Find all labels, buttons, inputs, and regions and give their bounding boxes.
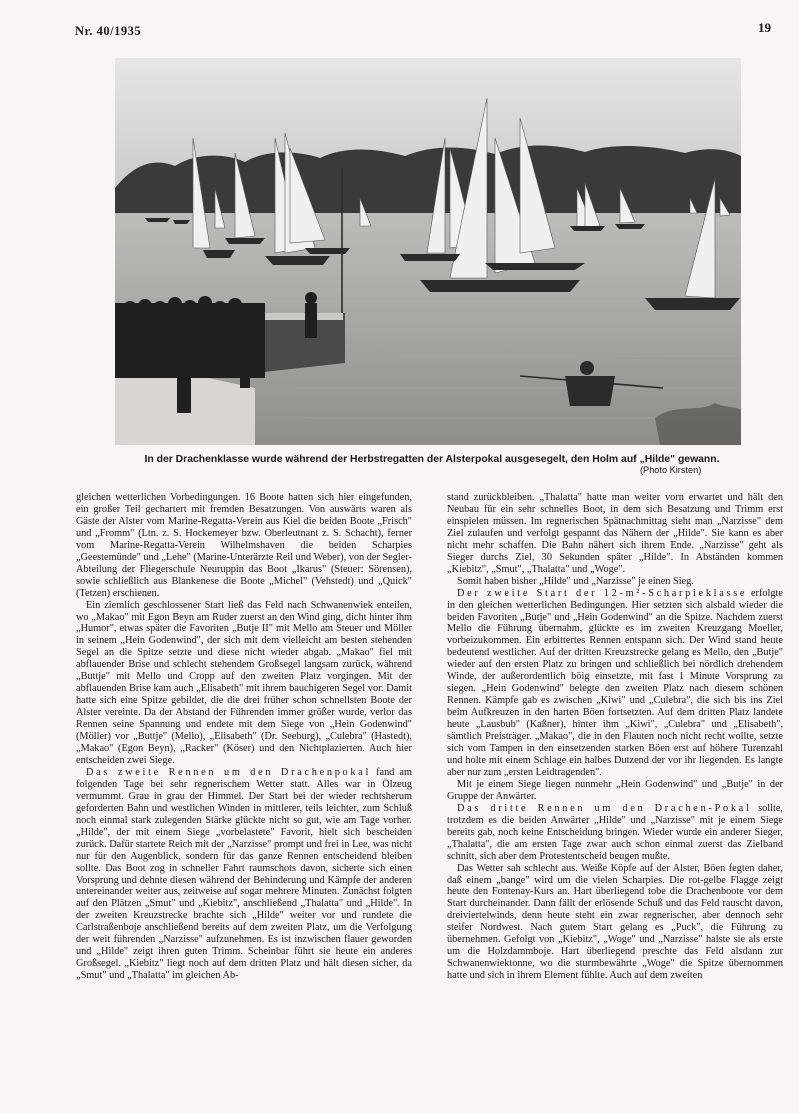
paragraph: gleichen wetterlichen Vorbedingungen. 16 Boote hatten sich hier eingefunden, ein großer Teil gechartert mit fremden Besatzungen. Von auswärts waren als Gäste der Alster vom Marine-Regatta-Verein aus Kiel die beiden Boote „Frisch" und „Fromm" (Ltn. z. S. Hockemeyer bzw. Oberleutnant z. S. Schacht), ferner vom Marine-Regatta-Verein Wilhelmshaven die beiden Scharpies „Geestemünde" und „Lehe" (Marine-Unterärzte Reil und Weber), von der Segler-Abteilung der Fliegerschule Neuruppin das Boot „Ikarus" (Steuer: Sörensen), sowie schließlich aus Blankenese die Boote „Michel" (Vehstedt) und „Quick" (Tetzen) erschienen.	[76, 492, 412, 599]
photo-caption: In der Drachenklasse wurde während der Herbstregatten der Alsterpokal ausgesegelt, den Holm auf „Hilde" gewann.	[144, 454, 720, 465]
paragraph: Das Wetter sah schlecht aus. Weiße Köpfe auf der Alster, Böen fegten daher, daß einem „bange" wird um die vielen Scharpies. Die rot-gelbe Flagge zeigt heute den Fontenay-Kurs an. Hart überliegend tobe die Drachenboote vor dem Start durcheinander. Dann fällt der erlösende Schuß und das Feld rauscht davon, dreiviertelwinds, denn heute steht ein zwar regnerischer, aber dennoch sehr steifer Nordwest. Nach gutem Start gelang es „Puck", die Führung zu übernehmen. Gefolgt von „Kiebitz", „Woge" und „Narzisse" halste sie als erste um die Holzdammboje. Hart überliegend preschte das Feld alsdann zur Schwanenwiektonne, wo die sturmbewährte „Woge" die Spitze übernommen hatte und sich in ihrem Element fühlte. Auch auf dem zweiten	[447, 862, 783, 982]
paragraph: Der zweite Start der 12-m²-Scharpieklasse erfolgte in den gleichen wetterlichen Bedingungen. Hier setzten sich alsbald wieder die beiden Favoriten „Butje" und „Hein Godenwind" an die Spitze. Nachdem zuerst Mello die Führung übernahm, glückte es im zweiten Kreuzgang Moeller, vorbeizukommen. Ein erbittertes Rennen entspann sich. Der Wind stand heute bedeutend westlicher. Auf der dritten Kreuzstrecke gelang es Mello, den „Butje" wieder auf den ersten Platz zu bringen und schließlich bei nördlich drehendem Winde, der außerordentlich böig einsetzte, mit fast 1 Minute Vorsprung zu siegen. „Hein Godenwind" belegte den zweiten Platz nach diesem schönen Rennen. Kämpfe gab es zwischen „Kiwi" und „Culebra", die sich bis ins Ziel beim Aufkreuzen in den harten Böen fortsetzten. Auf dem dritten Platz landete heute „Lausbub" (Kaßner), hinter ihm „Kiwi", „Culebra" und „Elisabeth", sämtlich Preisträger. „Makao", die in den Flauten noch nicht recht wollte, setzte sich vom Tampen in den einsetzenden starken Böen erst auf höhere Turenzahl und holte mit einem Schlage ein halbes Dutzend der vor ihr liegenden. Es langte aber nur zum „ersten Leidtragenden".	[447, 587, 783, 778]
paragraph: Das dritte Rennen um den Drachen-Pokal sollte, trotzdem es die beiden Anwärter „Hilde" und „Narzisse" mit je einem Siege bereits gab, noch keine Entscheidung bringen. Wieder wurde ein anderer Sieger, „Thalatta", die am ersten Tage zwar auch schon einmal zuerst das Zielband schnitt, sich aber dem Protestentscheid beugen mußte.	[447, 802, 783, 862]
paragraph: Das zweite Rennen um den Drachenpokal fand am folgenden Tage bei sehr regnerischem Wetter statt. Alles war in Ölzeug vermummt. Grau in grau der Himmel. Der Start bei der wieder rechtsherum geforderten Bahn und westlichen Winden in mittlerer, teils leichter, zum Schluß noch einmal stark zulegenden Stärke glückte nicht so gut, wie am Tage vorher. „Hilde", der mit einem Siege „vorbelastete" Favorit, hielt sich bescheiden zurück. Dafür startete Reich mit der „Narzisse" prompt und frei in Lee, was nicht nur für den Augenblick, sondern für das ganze Rennen entscheidend bleiben sollte. Das Boot zog in schneller Fahrt raumschots davon, sicherte sich einen Vorsprung und dehnte diesen während der Behinderung und Kämpfe der anderen untereinander weiter aus, zeitweise auf sogar mehrere Minuten. Zunächst folgten auf den Plätzen „Smut" und „Kiebitz", anschließend „Thalatta" und „Hilde". In der zweiten Kreuzstrecke brachte sich „Hilde" weiter vor und rundete die Carlstraßenboje anschließend bereits auf dem zweiten Platz, um die Verfolgung der weit führenden „Narzisse" aufzunehmen. Es ist inzwischen flauer geworden und „Hilde" zeigt ihren guten Trimm. Scheinbar führt sie heute ein anderes Großsegel. „Kiebitz" liegt noch auf dem dritten Platz und hält diesen sicher, da „Smut" und „Thalatta" im gleichen Ab-	[76, 766, 412, 982]
section-heading: Das zweite Rennen um den Drachenpokal	[86, 766, 372, 778]
paragraph: Somit haben bisher „Hilde" und „Narzisse" je einen Sieg.	[457, 575, 694, 587]
photo-credit: (Photo Kirsten)	[640, 465, 702, 475]
paragraph: Mit je einem Siege liegen nunmehr „Hein Godenwind" und „Butje" in der Gruppe der Anwärter.	[447, 778, 783, 802]
article-column-left	[76, 492, 412, 982]
issue-number: Nr. 40/1935	[75, 24, 142, 38]
regatta-photo	[115, 58, 741, 445]
paragraph: stand zurückbleiben. „Thalatta" hatte man weiter vorn erwartet und hält den Neubau für ein sehr schnelles Boot, in dem sich Besatzung und Trimm erst einspielen müssen. Im regnerischen Spätnachmittag sieht man „Narzisse" dem Ziel zulaufen und verfolgt gespannt das Nähern der „Hilde". Sie kann es aber nicht mehr schaffen. Die Bahn nähert sich ihrem Ende. „Narzisse" geht als Sieger durchs Ziel, 30 Sekunden später „Hilde". In Abständen kommen „Kiebitz", „Smut", „Thalatta" und „Woge".	[447, 492, 783, 575]
page-number: 19	[758, 20, 771, 35]
paragraph: Ein ziemlich geschlossener Start ließ das Feld nach Schwanenwiek enteilen, wo „Makao" mit Egon Beyn am Ruder zuerst an den Wind ging, dicht hinter ihm „Humor", etwas später die Favoriten „Butje II" mit Mello am Steuer und Möller in seinem „Hein Godenwind", der sich mit dem vielleicht am besten stehenden Segel an die Spitze setzte und diese nicht wieder abgab. „Makao" fiel mit abflauender Brise und schlecht stehendem Großsegel langsam zurück, während „Buttje" mit Mello und Cropp auf den zweiten Platz vorgingen. Mit der abflauenden Brise kam auch „Elisabeth" mit ihrem bauchigeren Segel vor. Damit hatte sich eine Spitze gebildet, die die drei früher schon schnellsten Boote der Alster vereinte. Da der Abstand der Führenden immer größer wurde, verlor das Rennen seine Spannung und endete mit dem Siege von „Hein Godenwind" (Möller) vor „Buttje" (Mello), „Elisabeth" (Dr. Seeburg), „Culebra" (Hastedt), „Makao" (Egon Beyn), „Racker" (Köser) und den Nichtplazierten. Auch hier entscheiden zwei Siege.	[76, 599, 412, 766]
article-column-right	[447, 492, 783, 982]
section-heading: Der zweite Start der 12-m²-Scharpieklasse	[457, 587, 748, 599]
section-heading: Das dritte Rennen um den Drachen-Pokal	[457, 802, 752, 814]
